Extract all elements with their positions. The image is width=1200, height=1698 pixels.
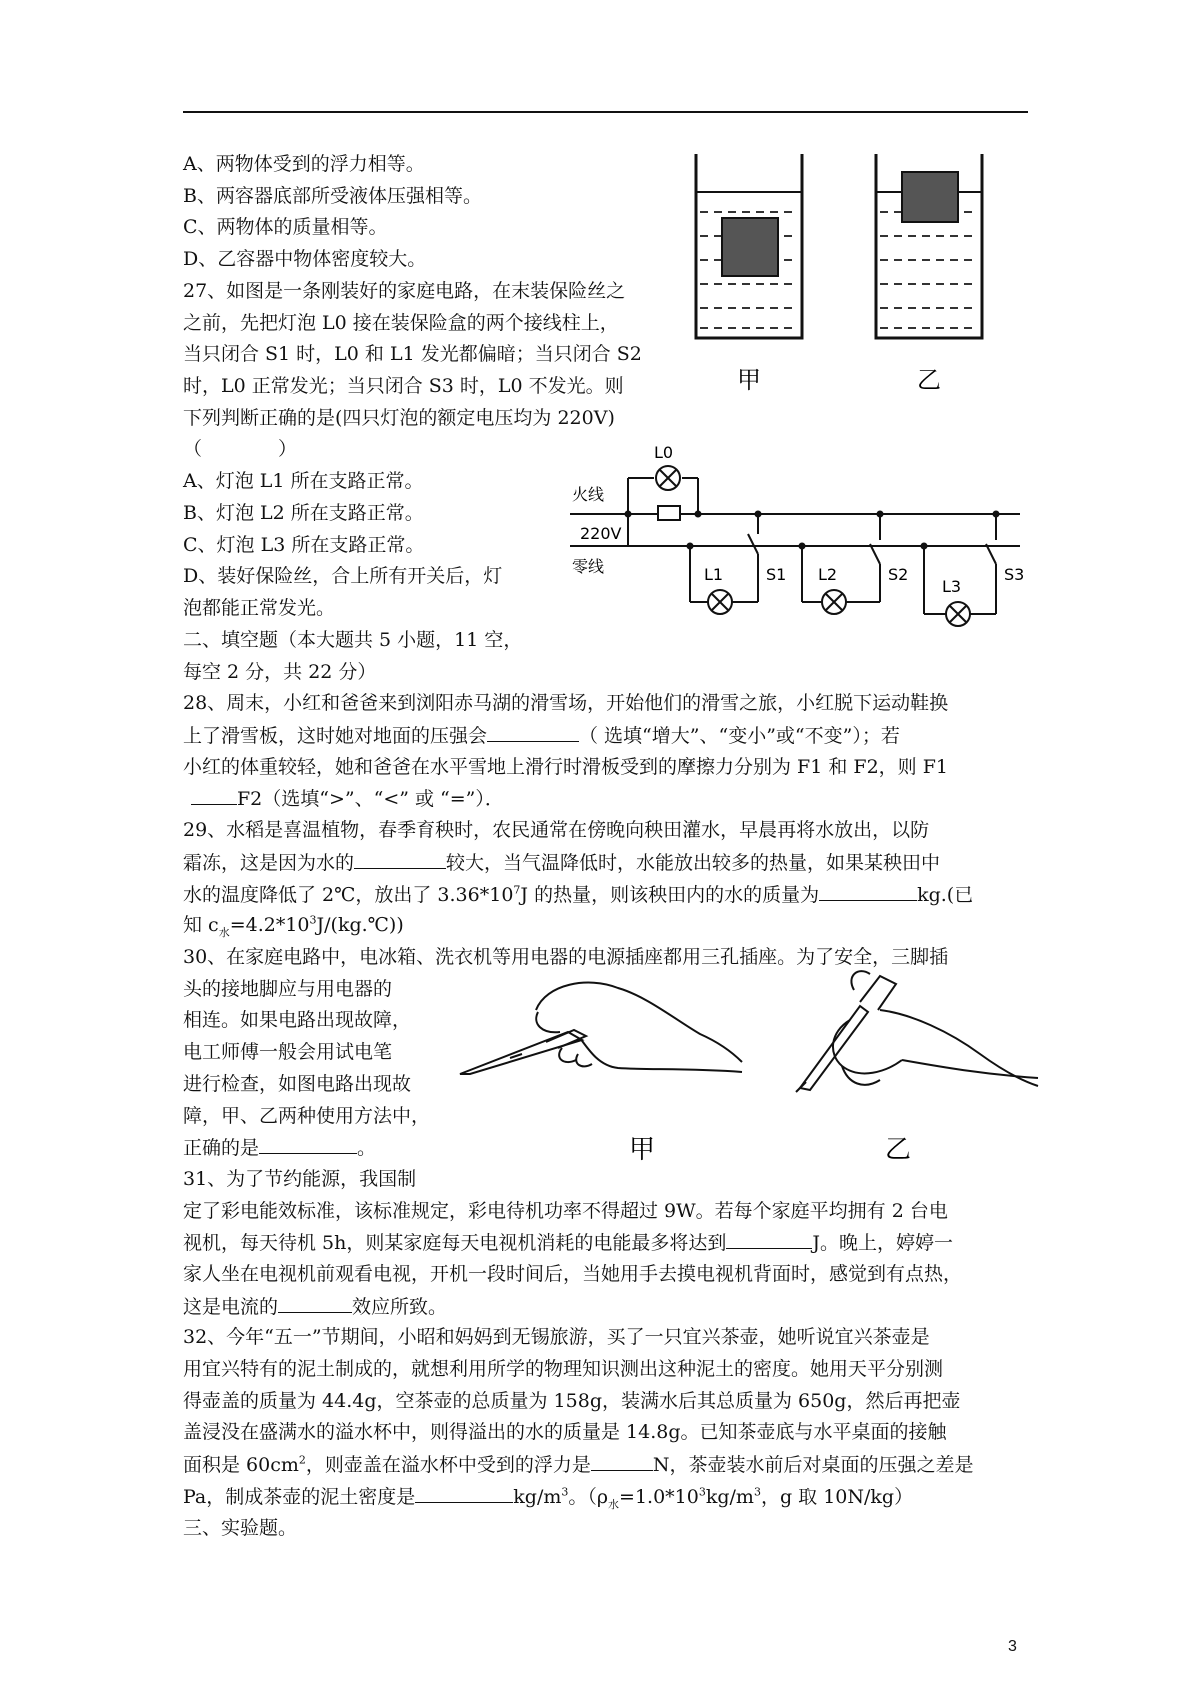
q27-line-5: 下列判断正确的是(四只灯泡的额定电压均为 220V) [183, 407, 615, 429]
q32-exponent: 3 [698, 1485, 706, 1499]
q27-line-3: 当只闭合 S1 时，L0 和 L1 发光都偏暗；当只闭合 S2 [183, 343, 642, 365]
q26-option-d: D、乙容器中物体密度较大。 [183, 248, 427, 270]
q32-text: kg/m [705, 1486, 754, 1508]
q32-line-4: 盖浸没在盛满水的溢水杯中，则得溢出的水的质量是 14.8g。已知茶壶底与水平桌面的接触 [183, 1421, 947, 1443]
q32-text: ，g 取 10N/kg） [760, 1486, 914, 1508]
q32-text: 。（ρ [568, 1486, 609, 1508]
header-rule [183, 111, 1028, 113]
q28-text: 上了滑雪板，这时她对地面的压强会 [183, 725, 488, 747]
q30-text: 正确的是 [183, 1137, 260, 1159]
q32-line-1: 32、今年“五一”节期间，小昭和妈妈到无锡旅游，买了一只宜兴茶壶，她听说宜兴茶壶是 [183, 1326, 930, 1348]
container-left [696, 154, 802, 338]
q29-text: kg.(已 [917, 884, 974, 906]
q27-line-1: 27、如图是一条刚装好的家庭电路，在末装保险丝之 [183, 280, 626, 302]
q32-text: Pa，制成茶壶的泥土密度是 [183, 1486, 416, 1508]
q29-line-4 [183, 913, 404, 937]
q27-option-a: A、灯泡 L1 所在支路正常。 [183, 470, 424, 492]
hand-right [796, 971, 1038, 1092]
q29-text: 水的温度降低了 2℃，放出了 3.36*10 [183, 884, 514, 906]
q27-option-b: B、灯泡 L2 所在支路正常。 [183, 502, 424, 524]
q28-text: F2（选填“>”、“<” 或 “=”）． [237, 788, 504, 810]
q31-text: J。晚上，婷婷一 [812, 1232, 953, 1254]
circuit-figure [570, 436, 1040, 632]
q31-blank-2[interactable] [278, 1294, 352, 1313]
switch-s3-label: S3 [1004, 565, 1025, 584]
q28-line-2 [183, 723, 900, 748]
q28-blank-1[interactable] [487, 723, 579, 742]
q32-blank-1[interactable] [591, 1452, 653, 1471]
q29-subscript: 水 [218, 925, 230, 939]
q30-text: 。 [357, 1137, 377, 1159]
q31-line-5 [183, 1294, 447, 1319]
lamp-l1-label: L1 [704, 565, 724, 584]
q29-text: =4.2*10 [229, 914, 310, 936]
q31-text: 视机，每天待机 5h，则某家庭每天电视机消耗的电能最多将达到 [183, 1232, 727, 1254]
q31-blank-1[interactable] [726, 1230, 812, 1249]
q32-exponent: 3 [753, 1485, 761, 1499]
q29-text: 知 c [183, 914, 219, 936]
q32-line-5 [183, 1452, 974, 1477]
live-wire-label: 火线 [572, 485, 605, 504]
q29-blank-2[interactable] [819, 882, 917, 901]
q32-exponent: 2 [298, 1453, 306, 1467]
q27-option-d-cont: 泡都能正常发光。 [183, 597, 336, 619]
voltage-label: 220V [580, 524, 622, 543]
immersed-block [722, 218, 778, 276]
q26-option-c: C、两物体的质量相等。 [183, 216, 388, 238]
q32-blank-2[interactable] [415, 1484, 513, 1503]
q32-text: N，茶壶装水前后对桌面的压强之差是 [652, 1454, 974, 1476]
q29-text: 较大，当气温降低时，水能放出较多的热量，如果某秧田中 [446, 852, 941, 874]
floating-block [902, 172, 958, 222]
q32-line-3: 得壶盖的质量为 44.4g，空茶壶的总质量为 158g，装满水后其总质量为 650g，然后再把壶 [183, 1390, 961, 1412]
q32-text: 面积是 60cm [183, 1454, 299, 1476]
q32-text: ，则壶盖在溢水杯中受到的浮力是 [305, 1454, 591, 1476]
containers-figure [690, 148, 1026, 398]
q28-line-1: 28、周末，小红和爸爸来到浏阳赤马湖的滑雪场，开始他们的滑雪之旅，小红脱下运动鞋换 [183, 692, 949, 714]
section2-heading-cont: 每空 2 分，共 22 分） [183, 661, 377, 683]
test-pen-figure [450, 962, 1040, 1172]
q29-line-1: 29、水稻是喜温植物，春季育秧时，农民通常在傍晚向秧田灌水，早晨再将水放出，以防 [183, 819, 930, 841]
q32-text: =1.0*10 [619, 1486, 699, 1508]
q27-line-4: 时，L0 正常发光；当只闭合 S3 时，L0 不发光。则 [183, 375, 624, 397]
q29-exponent: 3 [309, 913, 317, 927]
q30-line-4: 电工师傅一般会用试电笔 [183, 1041, 393, 1063]
q30-line-6: 障，甲、乙两种使用方法中， [183, 1105, 431, 1127]
neutral-wire-label: 零线 [572, 557, 605, 576]
q28-line-4 [183, 786, 504, 811]
q32-text: kg/m [513, 1486, 562, 1508]
q31-line-1: 31、为了节约能源，我国制 [183, 1168, 417, 1190]
container-right [876, 154, 982, 338]
switch-s1-label: S1 [766, 565, 787, 584]
q30-line-2: 头的接地脚应与用电器的 [183, 978, 393, 1000]
q30-line-5: 进行检查，如图电路出现故 [183, 1073, 412, 1095]
q32-line-6 [183, 1484, 913, 1509]
section2-heading: 二、填空题（本大题共 5 小题，11 空， [183, 629, 523, 651]
q28-line-3: 小红的体重较轻，她和爸爸在水平雪地上滑行时滑板受到的摩擦力分别为 F1 和 F2，则 F1 [183, 756, 948, 778]
q30-line-7 [183, 1135, 376, 1160]
q30-line-3: 相连。如果电路出现故障， [183, 1009, 412, 1031]
q32-exponent: 3 [561, 1485, 569, 1499]
page-number: 3 [1008, 1638, 1017, 1655]
q30-blank[interactable] [259, 1135, 357, 1154]
q31-line-3 [183, 1230, 953, 1255]
section3-heading: 三、实验题。 [183, 1517, 298, 1539]
q27-answer-paren: （ ） [183, 438, 298, 460]
label-yi: 乙 [884, 1135, 912, 1165]
q27-line-2: 之前，先把灯泡 L0 接在装保险盒的两个接线柱上， [183, 312, 619, 334]
lamp-l0-label: L0 [654, 443, 674, 462]
switch-s2-label: S2 [888, 565, 909, 584]
q27-option-d: D、装好保险丝，合上所有开关后，灯 [183, 565, 503, 587]
hand-left [460, 983, 742, 1074]
q31-text: 这是电流的 [183, 1296, 279, 1318]
q26-option-a: A、两物体受到的浮力相等。 [183, 153, 425, 175]
q27-option-c: C、灯泡 L3 所在支路正常。 [183, 534, 425, 556]
label-jia: 甲 [737, 366, 761, 394]
label-jia: 甲 [628, 1135, 656, 1165]
q29-line-3 [183, 882, 973, 907]
lamp-l2-label: L2 [818, 565, 838, 584]
q29-text: J 的热量，则该秧田内的水的质量为 [520, 884, 820, 906]
q29-text: 霜冻，这是因为水的 [183, 852, 355, 874]
q29-text: J/(kg.℃)) [316, 914, 404, 936]
q31-text: 效应所致。 [352, 1296, 448, 1318]
q31-line-2: 定了彩电能效标准，该标准规定，彩电待机功率不得超过 9W。若每个家庭平均拥有 2 台电 [183, 1200, 948, 1222]
q29-blank-1[interactable] [354, 850, 446, 869]
q28-text: （ 选填“增大”、“变小”或“不变”）；若 [579, 725, 900, 747]
q30-line-1: 30、在家庭电路中，电冰箱、洗衣机等用电器的电源插座都用三孔插座。为了安全，三脚插 [183, 946, 949, 968]
q31-line-4: 家人坐在电视机前观看电视，开机一段时间后，当她用手去摸电视机背面时，感觉到有点热， [183, 1263, 963, 1285]
q32-subscript: 水 [608, 1497, 620, 1511]
lamp-l3-label: L3 [942, 577, 962, 596]
q32-line-2: 用宜兴特有的泥土制成的，就想利用所学的物理知识测出这种泥土的密度。她用天平分别测 [183, 1358, 944, 1380]
q29-exponent: 7 [513, 883, 521, 897]
q26-option-b: B、两容器底部所受液体压强相等。 [183, 185, 482, 207]
q29-line-2 [183, 850, 940, 875]
label-yi: 乙 [917, 366, 941, 394]
q28-blank-2[interactable] [191, 786, 237, 805]
